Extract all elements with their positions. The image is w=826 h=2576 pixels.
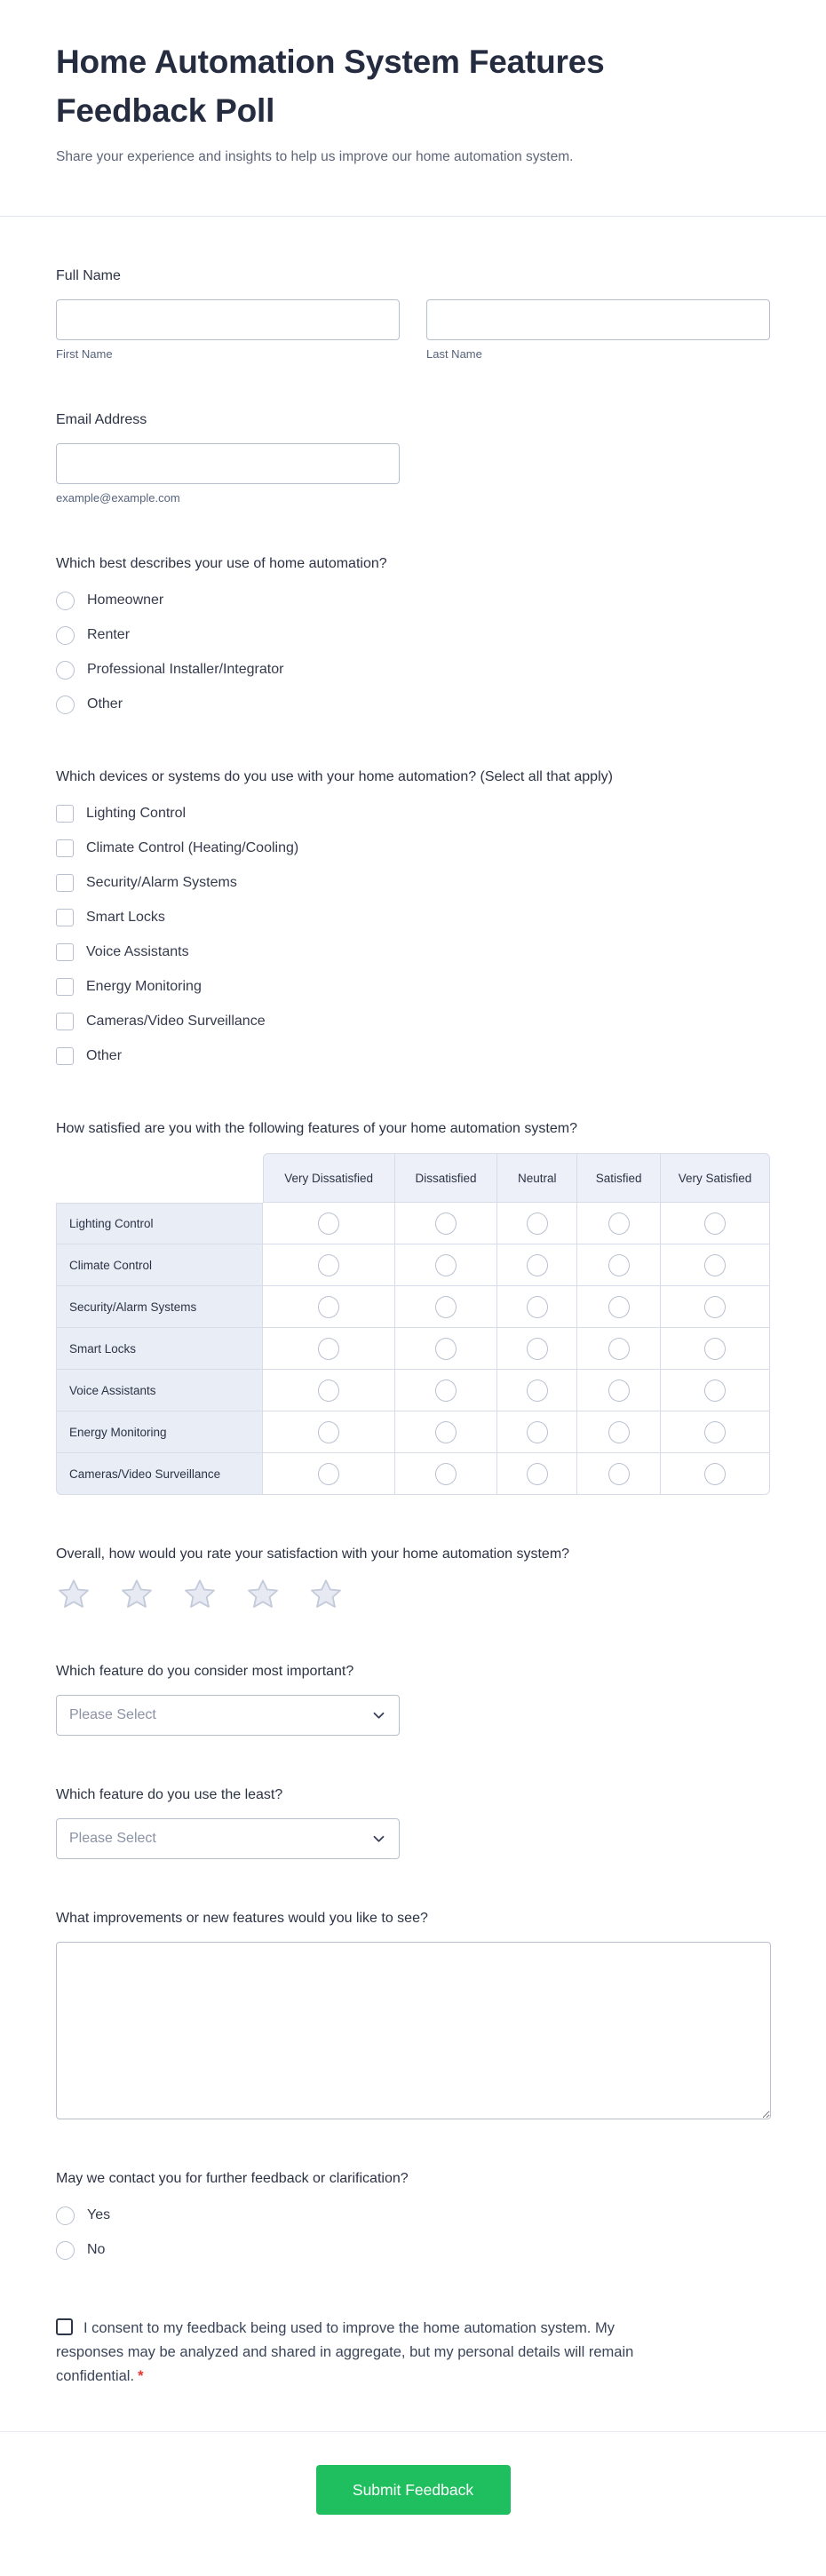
option-label: Homeowner xyxy=(87,592,164,608)
usage-type-question: Which best describes your use of home automation? xyxy=(56,556,387,571)
matrix-row-label: Security/Alarm Systems xyxy=(56,1286,263,1328)
star-icon[interactable] xyxy=(56,1577,91,1612)
matrix-radio-cell xyxy=(661,1453,770,1495)
devices-options xyxy=(56,800,770,1069)
checkbox[interactable] xyxy=(56,1047,74,1065)
matrix-radio-cell xyxy=(661,1411,770,1453)
matrix-row-label: Cameras/Video Surveillance xyxy=(56,1453,263,1495)
last-name-input[interactable] xyxy=(426,299,770,340)
radio-button[interactable] xyxy=(527,1379,548,1402)
radio-button[interactable] xyxy=(608,1463,630,1485)
radio-button[interactable] xyxy=(608,1421,630,1443)
radio-button[interactable] xyxy=(608,1254,630,1276)
radio-button[interactable] xyxy=(435,1254,457,1276)
matrix-radio-cell xyxy=(263,1286,395,1328)
matrix-radio-cell xyxy=(395,1203,498,1244)
radio-button[interactable] xyxy=(318,1421,339,1443)
most-important-question: Which feature do you consider most important? xyxy=(56,1664,354,1679)
matrix-radio-cell xyxy=(661,1286,770,1328)
radio-button[interactable] xyxy=(56,592,75,610)
consent-line xyxy=(56,2317,678,2389)
page-title: Home Automation System Features Feedback Poll xyxy=(56,44,605,129)
email-input[interactable] xyxy=(56,443,400,484)
radio-button[interactable] xyxy=(435,1463,457,1485)
matrix-column-header-very-dissatisfied: Very Dissatisfied xyxy=(263,1153,395,1203)
radio-button[interactable] xyxy=(704,1296,726,1318)
matrix-radio-cell xyxy=(395,1453,498,1495)
field-improvements xyxy=(56,1907,770,2119)
full-name-inputs xyxy=(56,299,770,361)
radio-option-yes[interactable] xyxy=(56,2202,770,2229)
matrix-question: How satisfied are you with the following features of your home automation system? xyxy=(56,1121,577,1136)
star-rating xyxy=(56,1577,770,1612)
page-subtitle: Share your experience and insights to help us improve our home automation system. xyxy=(56,149,574,164)
matrix-radio-cell xyxy=(577,1370,661,1411)
checkbox-option-cameras-video[interactable] xyxy=(56,1008,770,1035)
radio-button[interactable] xyxy=(608,1296,630,1318)
radio-button[interactable] xyxy=(435,1421,457,1443)
matrix-header-row xyxy=(56,1153,770,1203)
option-label: Other xyxy=(87,696,123,712)
matrix-radio-cell xyxy=(395,1244,498,1286)
checkbox-option-energy-monitoring[interactable] xyxy=(56,974,770,1000)
option-label: Professional Installer/Integrator xyxy=(87,662,284,677)
matrix-radio-cell xyxy=(577,1411,661,1453)
radio-button[interactable] xyxy=(704,1254,726,1276)
select-value: Please Select xyxy=(69,1707,156,1722)
radio-button[interactable] xyxy=(318,1338,339,1360)
matrix-radio-cell xyxy=(263,1328,395,1370)
radio-option-no[interactable] xyxy=(56,2237,770,2263)
header-divider xyxy=(0,216,826,217)
radio-option-professional-installer[interactable] xyxy=(56,656,770,683)
matrix-radio-cell xyxy=(661,1244,770,1286)
matrix-radio-cell xyxy=(577,1286,661,1328)
footer-divider xyxy=(0,2431,826,2432)
matrix-radio-cell xyxy=(263,1370,395,1411)
radio-button[interactable] xyxy=(704,1463,726,1485)
improvements-textarea[interactable] xyxy=(56,1942,771,2119)
matrix-radio-cell xyxy=(263,1453,395,1495)
field-least-used xyxy=(56,1784,770,1859)
matrix-radio-cell xyxy=(395,1286,498,1328)
radio-button[interactable] xyxy=(527,1296,548,1318)
radio-button[interactable] xyxy=(608,1212,630,1235)
matrix-row-label: Climate Control xyxy=(56,1244,263,1286)
last-name-group xyxy=(426,299,770,361)
radio-button[interactable] xyxy=(318,1296,339,1318)
radio-button[interactable] xyxy=(56,2241,75,2260)
matrix-row-cameras-video xyxy=(56,1453,770,1495)
radio-button[interactable] xyxy=(56,2206,75,2225)
checkbox[interactable] xyxy=(56,1013,74,1030)
checkbox[interactable] xyxy=(56,978,74,996)
satisfaction-matrix-table xyxy=(56,1153,770,1495)
option-label: Smart Locks xyxy=(86,910,165,925)
checkbox[interactable] xyxy=(56,943,74,961)
star-icon[interactable] xyxy=(119,1577,155,1612)
overall-rating-question: Overall, how would you rate your satisfaction with your home automation system? xyxy=(56,1546,570,1562)
matrix-radio-cell xyxy=(497,1328,577,1370)
field-satisfaction-matrix xyxy=(56,1117,770,1495)
most-important-select[interactable] xyxy=(56,1695,400,1736)
contact-options xyxy=(56,2202,770,2263)
radio-button[interactable] xyxy=(527,1254,548,1276)
radio-option-other[interactable] xyxy=(56,691,770,718)
matrix-radio-cell xyxy=(577,1244,661,1286)
option-label: No xyxy=(87,2242,106,2257)
matrix-row-label: Energy Monitoring xyxy=(56,1411,263,1453)
star-icon[interactable] xyxy=(182,1577,218,1612)
radio-button[interactable] xyxy=(318,1379,339,1402)
checkbox-option-other[interactable] xyxy=(56,1043,770,1069)
matrix-radio-cell xyxy=(661,1328,770,1370)
first-name-sublabel: First Name xyxy=(56,347,113,361)
contact-question: May we contact you for further feedback or clarification? xyxy=(56,2171,409,2186)
checkbox[interactable] xyxy=(56,874,74,892)
matrix-column-header-satisfied: Satisfied xyxy=(577,1153,661,1203)
radio-button[interactable] xyxy=(435,1296,457,1318)
matrix-radio-cell xyxy=(263,1411,395,1453)
matrix-row-climate-control xyxy=(56,1244,770,1286)
matrix-row-energy-monitoring xyxy=(56,1411,770,1453)
matrix-row-label: Voice Assistants xyxy=(56,1370,263,1411)
matrix-corner-cell xyxy=(56,1153,263,1203)
checkbox-option-lighting-control[interactable] xyxy=(56,800,770,827)
radio-button[interactable] xyxy=(56,626,75,645)
matrix-radio-cell xyxy=(395,1328,498,1370)
email-sublabel: example@example.com xyxy=(56,491,180,505)
radio-button[interactable] xyxy=(435,1338,457,1360)
checkbox[interactable] xyxy=(56,909,74,926)
matrix-radio-cell xyxy=(263,1203,395,1244)
matrix-radio-cell xyxy=(577,1328,661,1370)
matrix-radio-cell xyxy=(263,1244,395,1286)
radio-button[interactable] xyxy=(318,1254,339,1276)
matrix-row-lighting-control xyxy=(56,1203,770,1244)
matrix-radio-cell xyxy=(661,1370,770,1411)
radio-button[interactable] xyxy=(318,1212,339,1235)
least-used-question: Which feature do you use the least? xyxy=(56,1787,283,1802)
radio-button[interactable] xyxy=(435,1212,457,1235)
star-icon[interactable] xyxy=(308,1577,344,1612)
radio-option-homeowner[interactable] xyxy=(56,587,770,614)
field-devices xyxy=(56,766,770,1069)
radio-button[interactable] xyxy=(608,1379,630,1402)
radio-button[interactable] xyxy=(704,1338,726,1360)
form-body xyxy=(0,265,826,2389)
field-consent xyxy=(56,2317,678,2389)
radio-option-renter[interactable] xyxy=(56,622,770,648)
radio-button[interactable] xyxy=(704,1379,726,1402)
option-label: Lighting Control xyxy=(86,806,187,821)
field-overall-rating xyxy=(56,1543,770,1612)
checkbox[interactable] xyxy=(56,839,74,857)
matrix-radio-cell xyxy=(497,1411,577,1453)
field-email xyxy=(56,409,770,505)
submit-button[interactable]: Submit Feedback xyxy=(316,2465,511,2515)
option-label: Cameras/Video Surveillance xyxy=(86,1014,266,1029)
consent-checkbox[interactable] xyxy=(56,2318,73,2335)
matrix-row-security-alarm xyxy=(56,1286,770,1328)
first-name-input[interactable] xyxy=(56,299,400,340)
option-label: Other xyxy=(86,1048,123,1063)
email-label: Email Address xyxy=(56,412,147,427)
improvements-question: What improvements or new features would you like to see? xyxy=(56,1911,428,1926)
option-label: Yes xyxy=(87,2207,111,2222)
matrix-radio-cell xyxy=(497,1203,577,1244)
matrix-radio-cell xyxy=(661,1203,770,1244)
option-label: Security/Alarm Systems xyxy=(86,875,237,890)
radio-button[interactable] xyxy=(704,1421,726,1443)
checkbox-option-voice-assistants[interactable] xyxy=(56,939,770,966)
matrix-row-voice-assistants xyxy=(56,1370,770,1411)
field-usage-type xyxy=(56,553,770,718)
checkbox-option-climate-control[interactable] xyxy=(56,835,770,862)
first-name-group xyxy=(56,299,400,361)
option-label: Voice Assistants xyxy=(86,944,189,959)
matrix-column-header-dissatisfied: Dissatisfied xyxy=(395,1153,498,1203)
matrix-radio-cell xyxy=(577,1203,661,1244)
option-label: Climate Control (Heating/Cooling) xyxy=(86,840,299,855)
matrix-column-header-very-satisfied: Very Satisfied xyxy=(661,1153,770,1203)
devices-question: Which devices or systems do you use with your home automation? (Select all that apply) xyxy=(56,769,613,784)
usage-type-options xyxy=(56,587,770,718)
radio-button[interactable] xyxy=(435,1379,457,1402)
radio-button[interactable] xyxy=(56,661,75,680)
matrix-radio-cell xyxy=(577,1453,661,1495)
chevron-down-icon xyxy=(373,1712,385,1720)
matrix-radio-cell xyxy=(497,1244,577,1286)
form-header xyxy=(0,0,826,168)
checkbox-option-smart-locks[interactable] xyxy=(56,904,770,931)
least-used-select[interactable] xyxy=(56,1818,400,1859)
required-asterisk: * xyxy=(138,2368,144,2384)
star-icon[interactable] xyxy=(245,1577,281,1612)
radio-button[interactable] xyxy=(56,696,75,714)
matrix-row-smart-locks xyxy=(56,1328,770,1370)
radio-button[interactable] xyxy=(527,1212,548,1235)
checkbox-option-security-alarm[interactable] xyxy=(56,870,770,896)
field-full-name xyxy=(56,265,770,361)
radio-button[interactable] xyxy=(527,1421,548,1443)
checkbox[interactable] xyxy=(56,805,74,823)
radio-button[interactable] xyxy=(527,1463,548,1485)
matrix-radio-cell xyxy=(497,1286,577,1328)
matrix-row-label: Lighting Control xyxy=(56,1203,263,1244)
matrix-radio-cell xyxy=(497,1370,577,1411)
field-contact xyxy=(56,2167,770,2263)
matrix-radio-cell xyxy=(497,1453,577,1495)
matrix-column-header-neutral: Neutral xyxy=(497,1153,577,1203)
chevron-down-icon xyxy=(373,1835,385,1843)
field-most-important xyxy=(56,1660,770,1736)
matrix-radio-cell xyxy=(395,1370,498,1411)
radio-button[interactable] xyxy=(527,1338,548,1360)
radio-button[interactable] xyxy=(318,1463,339,1485)
select-value: Please Select xyxy=(69,1831,156,1846)
consent-text: I consent to my feedback being used to improve the home automation system. My responses may be analyzed and shared in aggregate, but my personal details will remain confidential. xyxy=(56,2320,634,2384)
full-name-label: Full Name xyxy=(56,268,121,283)
radio-button[interactable] xyxy=(704,1212,726,1235)
last-name-sublabel: Last Name xyxy=(426,347,482,361)
radio-button[interactable] xyxy=(608,1338,630,1360)
option-label: Energy Monitoring xyxy=(86,979,202,994)
matrix-row-label: Smart Locks xyxy=(56,1328,263,1370)
option-label: Renter xyxy=(87,627,131,642)
matrix-radio-cell xyxy=(395,1411,498,1453)
submit-row xyxy=(0,2465,826,2561)
